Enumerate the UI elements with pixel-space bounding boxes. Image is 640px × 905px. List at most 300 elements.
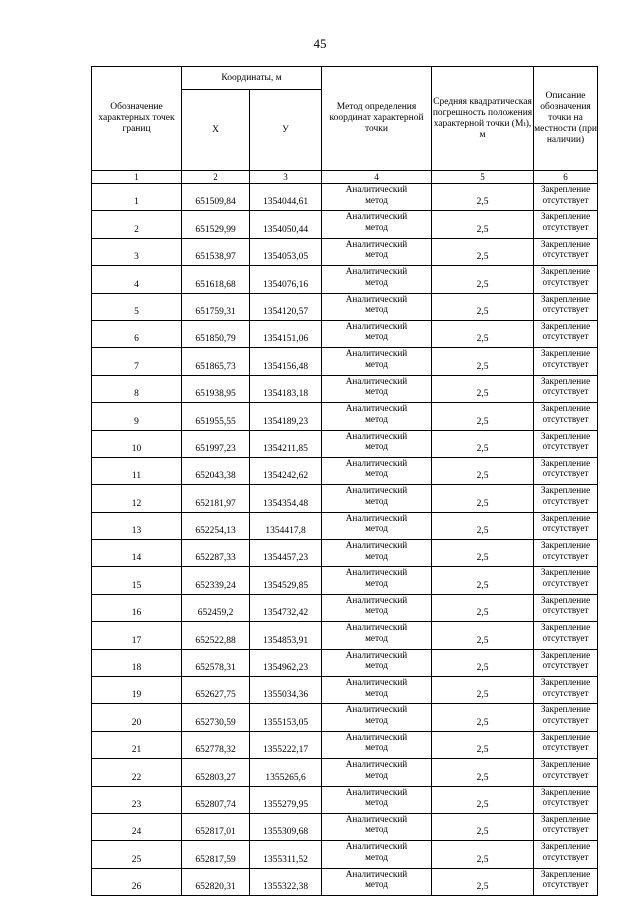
coordinate-x: 651865,73 — [182, 348, 250, 375]
point-number: 9 — [92, 403, 182, 430]
method-cell-line: Аналитический — [345, 594, 408, 605]
error-value: 2,5 — [432, 266, 534, 293]
description-cell-line: отсутствует — [542, 879, 589, 890]
coordinate-y: 1355265,6 — [250, 759, 322, 786]
description-cell-line: Закрепление — [540, 375, 591, 386]
method-cell-line: Аналитический — [345, 567, 408, 578]
point-number: 1 — [92, 184, 182, 211]
coordinate-x: 652817,59 — [182, 841, 250, 868]
description-cell — [534, 759, 598, 786]
header-description: Описание обозначения точки на местности (при наличии) — [534, 67, 598, 171]
description-cell-line: Закрепление — [540, 704, 591, 715]
description-cell — [534, 238, 598, 265]
table-row — [92, 677, 598, 704]
method-cell — [322, 375, 432, 402]
table-row — [92, 211, 598, 238]
description-cell-line: Закрепление — [540, 512, 591, 523]
method-cell-line: метод — [365, 331, 388, 342]
description-cell-line: Закрепление — [540, 540, 591, 551]
point-number: 15 — [92, 567, 182, 594]
method-cell-line: метод — [365, 221, 388, 232]
description-cell — [534, 868, 598, 895]
coordinate-x: 651938,95 — [182, 375, 250, 402]
description-cell — [534, 813, 598, 840]
method-cell — [322, 622, 432, 649]
description-cell — [534, 266, 598, 293]
coordinate-y: 1354076,16 — [250, 266, 322, 293]
method-cell — [322, 841, 432, 868]
method-cell — [322, 594, 432, 621]
description-cell-line: Закрепление — [540, 841, 591, 852]
header-error: Средняя квадратическая погрешность положения характерной точки (Mₜ), м — [432, 67, 534, 171]
point-number: 21 — [92, 731, 182, 758]
method-cell-line: Аналитический — [345, 759, 408, 770]
table-row — [92, 375, 598, 402]
coordinate-x: 652043,38 — [182, 457, 250, 484]
error-value: 2,5 — [432, 485, 534, 512]
description-cell — [534, 512, 598, 539]
column-number: 6 — [534, 171, 598, 184]
coordinate-y: 1354732,42 — [250, 594, 322, 621]
coordinate-x: 652339,24 — [182, 567, 250, 594]
description-cell-line: Закрепление — [540, 184, 591, 194]
method-cell-line: Аналитический — [345, 731, 408, 742]
coordinate-y: 1354050,44 — [250, 211, 322, 238]
coordinate-y: 1354151,06 — [250, 320, 322, 347]
point-number: 17 — [92, 622, 182, 649]
description-cell — [534, 293, 598, 320]
method-cell-line: Аналитический — [345, 430, 408, 441]
description-cell-line: Закрепление — [540, 622, 591, 633]
error-value: 2,5 — [432, 567, 534, 594]
description-cell-line: отсутствует — [542, 331, 589, 342]
method-cell-line: Аналитический — [345, 485, 408, 496]
description-cell — [534, 622, 598, 649]
table-row — [92, 649, 598, 676]
description-cell-line: Закрепление — [540, 211, 591, 222]
table-row — [92, 759, 598, 786]
page-number: 45 — [313, 36, 327, 51]
coordinate-x: 652803,27 — [182, 759, 250, 786]
table-row — [92, 485, 598, 512]
description-cell-line: отсутствует — [542, 441, 589, 452]
point-number: 3 — [92, 238, 182, 265]
error-value: 2,5 — [432, 868, 534, 895]
error-value: 2,5 — [432, 704, 534, 731]
method-cell-line: Аналитический — [345, 649, 408, 660]
description-cell-line: отсутствует — [542, 824, 589, 835]
description-cell-line: Закрепление — [540, 649, 591, 660]
method-cell-line: метод — [365, 441, 388, 452]
method-cell-line: Аналитический — [345, 348, 408, 359]
description-cell — [534, 211, 598, 238]
table-row — [92, 293, 598, 320]
description-cell — [534, 594, 598, 621]
description-cell — [534, 457, 598, 484]
method-cell — [322, 512, 432, 539]
description-cell-line: Закрепление — [540, 594, 591, 605]
description-cell — [534, 731, 598, 758]
coordinate-x: 651997,23 — [182, 430, 250, 457]
method-cell-line: метод — [365, 687, 388, 698]
method-cell — [322, 813, 432, 840]
description-cell-line: Закрепление — [540, 266, 591, 277]
description-cell-line: отсутствует — [542, 851, 589, 862]
coordinate-y: 1355311,52 — [250, 841, 322, 868]
error-value: 2,5 — [432, 348, 534, 375]
point-number: 23 — [92, 786, 182, 813]
point-number: 2 — [92, 211, 182, 238]
coordinate-x: 651955,55 — [182, 403, 250, 430]
description-cell-line: отсутствует — [542, 523, 589, 534]
coordinate-x: 652181,97 — [182, 485, 250, 512]
table-row — [92, 567, 598, 594]
error-value: 2,5 — [432, 293, 534, 320]
description-cell-line: отсутствует — [542, 276, 589, 287]
description-cell-line: отсутствует — [542, 687, 589, 698]
column-number: 2 — [182, 171, 250, 184]
description-cell-line: отсутствует — [542, 769, 589, 780]
description-cell — [534, 567, 598, 594]
method-cell-line: метод — [365, 304, 388, 315]
error-value: 2,5 — [432, 786, 534, 813]
coordinate-y: 1355309,68 — [250, 813, 322, 840]
coordinate-y: 1355153,05 — [250, 704, 322, 731]
coordinate-x: 652817,01 — [182, 813, 250, 840]
coordinate-x: 651529,99 — [182, 211, 250, 238]
method-cell — [322, 649, 432, 676]
method-cell — [322, 868, 432, 895]
coordinate-x: 652459,2 — [182, 594, 250, 621]
description-cell-line: отсутствует — [542, 660, 589, 671]
description-cell-line: Закрепление — [540, 403, 591, 414]
method-cell — [322, 211, 432, 238]
method-cell-line: Аналитический — [345, 841, 408, 852]
table-row — [92, 430, 598, 457]
error-value: 2,5 — [432, 813, 534, 840]
error-value: 2,5 — [432, 457, 534, 484]
coordinate-x: 651759,31 — [182, 293, 250, 320]
header-x: Х — [182, 90, 250, 171]
error-value: 2,5 — [432, 512, 534, 539]
method-cell — [322, 403, 432, 430]
method-cell-line: Аналитический — [345, 540, 408, 551]
coordinate-y: 1354189,23 — [250, 403, 322, 430]
coordinate-y: 1355034,36 — [250, 677, 322, 704]
method-cell-line: метод — [365, 879, 388, 890]
method-cell — [322, 238, 432, 265]
method-cell-line: Аналитический — [345, 375, 408, 386]
table-row — [92, 841, 598, 868]
column-number: 5 — [432, 171, 534, 184]
description-cell-line: отсутствует — [542, 495, 589, 506]
method-cell-line: метод — [365, 249, 388, 260]
coordinate-y: 1355222,17 — [250, 731, 322, 758]
method-cell-line: метод — [365, 468, 388, 479]
description-cell-line: Закрепление — [540, 457, 591, 468]
table-row — [92, 512, 598, 539]
method-cell-line: метод — [365, 769, 388, 780]
method-cell-line: метод — [365, 851, 388, 862]
table-row — [92, 403, 598, 430]
coordinate-y: 1354529,85 — [250, 567, 322, 594]
error-value: 2,5 — [432, 649, 534, 676]
coordinate-y: 1354962,23 — [250, 649, 322, 676]
method-cell-line: Аналитический — [345, 320, 408, 331]
description-cell — [534, 403, 598, 430]
coordinate-y: 1354053,05 — [250, 238, 322, 265]
error-value: 2,5 — [432, 403, 534, 430]
table-row — [92, 540, 598, 567]
method-cell-line: Аналитический — [345, 457, 408, 468]
description-cell — [534, 841, 598, 868]
method-cell — [322, 731, 432, 758]
error-value: 2,5 — [432, 320, 534, 347]
header-method: Метод определения координат характерной точки — [322, 67, 432, 171]
method-cell-line: метод — [365, 413, 388, 424]
method-cell-line: Аналитический — [345, 868, 408, 879]
description-cell-line: отсутствует — [542, 249, 589, 260]
method-cell-line: метод — [365, 495, 388, 506]
error-value: 2,5 — [432, 184, 534, 211]
table-body — [92, 184, 598, 896]
description-cell-line: отсутствует — [542, 797, 589, 808]
table-row — [92, 622, 598, 649]
coordinate-y: 1354853,91 — [250, 622, 322, 649]
description-cell-line: отсутствует — [542, 358, 589, 369]
table-row — [92, 320, 598, 347]
method-cell — [322, 485, 432, 512]
description-cell — [534, 375, 598, 402]
description-cell — [534, 485, 598, 512]
coordinate-x: 651850,79 — [182, 320, 250, 347]
method-cell — [322, 266, 432, 293]
coordinates-table — [91, 66, 598, 896]
method-cell-line: метод — [365, 523, 388, 534]
point-number: 8 — [92, 375, 182, 402]
method-cell — [322, 348, 432, 375]
coordinate-y: 1354457,23 — [250, 540, 322, 567]
table-row — [92, 731, 598, 758]
coordinate-y: 1354354,48 — [250, 485, 322, 512]
header-point-label: Обозначение характерных точек границ — [92, 67, 182, 171]
description-cell-line: Закрепление — [540, 430, 591, 441]
method-cell — [322, 786, 432, 813]
description-cell-line: Закрепление — [540, 677, 591, 688]
description-cell-line: отсутствует — [542, 194, 589, 205]
point-number: 26 — [92, 868, 182, 895]
description-cell-line: отсутствует — [542, 413, 589, 424]
coordinate-y: 1354417,8 — [250, 512, 322, 539]
description-cell — [534, 540, 598, 567]
coordinate-x: 652778,32 — [182, 731, 250, 758]
point-number: 19 — [92, 677, 182, 704]
method-cell-line: Аналитический — [345, 622, 408, 633]
coordinate-y: 1354211,85 — [250, 430, 322, 457]
description-cell-line: Закрепление — [540, 567, 591, 578]
method-cell-line: Аналитический — [345, 677, 408, 688]
method-cell-line: метод — [365, 358, 388, 369]
method-cell-line: метод — [365, 797, 388, 808]
coordinate-y: 1354156,48 — [250, 348, 322, 375]
table-row — [92, 238, 598, 265]
coordinate-x: 652254,13 — [182, 512, 250, 539]
table-row — [92, 594, 598, 621]
method-cell-line: Аналитический — [345, 266, 408, 277]
method-cell-line: Аналитический — [345, 184, 408, 194]
point-number: 14 — [92, 540, 182, 567]
coordinate-y: 1354183,18 — [250, 375, 322, 402]
method-cell — [322, 759, 432, 786]
description-cell-line: отсутствует — [542, 742, 589, 753]
error-value: 2,5 — [432, 677, 534, 704]
method-cell-line: Аналитический — [345, 704, 408, 715]
description-cell — [534, 786, 598, 813]
column-number: 4 — [322, 171, 432, 184]
point-number: 22 — [92, 759, 182, 786]
coordinate-x: 652627,75 — [182, 677, 250, 704]
error-value: 2,5 — [432, 594, 534, 621]
column-number: 3 — [250, 171, 322, 184]
point-number: 6 — [92, 320, 182, 347]
description-cell-line: отсутствует — [542, 550, 589, 561]
table-row — [92, 184, 598, 211]
point-number: 4 — [92, 266, 182, 293]
method-cell-line: метод — [365, 605, 388, 616]
column-number: 1 — [92, 171, 182, 184]
header-coordinates: Координаты, м — [182, 67, 322, 90]
description-cell — [534, 430, 598, 457]
error-value: 2,5 — [432, 375, 534, 402]
error-value: 2,5 — [432, 731, 534, 758]
description-cell-line: Закрепление — [540, 759, 591, 770]
method-cell-line: метод — [365, 194, 388, 205]
table-row — [92, 868, 598, 895]
method-cell — [322, 704, 432, 731]
description-cell-line: Закрепление — [540, 348, 591, 359]
description-cell-line: отсутствует — [542, 304, 589, 315]
method-cell-line: метод — [365, 577, 388, 588]
description-cell-line: Закрепление — [540, 238, 591, 249]
coordinate-y: 1355279,95 — [250, 786, 322, 813]
description-cell-line: Закрепление — [540, 320, 591, 331]
description-cell-line: Закрепление — [540, 868, 591, 879]
description-cell-line: отсутствует — [542, 468, 589, 479]
description-cell — [534, 704, 598, 731]
point-number: 18 — [92, 649, 182, 676]
point-number: 7 — [92, 348, 182, 375]
method-cell — [322, 457, 432, 484]
method-cell-line: Аналитический — [345, 813, 408, 824]
coordinate-x: 652287,33 — [182, 540, 250, 567]
description-cell — [534, 184, 598, 211]
coordinate-x: 652578,31 — [182, 649, 250, 676]
table-row — [92, 704, 598, 731]
error-value: 2,5 — [432, 430, 534, 457]
table-row — [92, 457, 598, 484]
coordinate-y: 1354044,61 — [250, 184, 322, 211]
method-cell-line: Аналитический — [345, 403, 408, 414]
method-cell-line: метод — [365, 824, 388, 835]
point-number: 10 — [92, 430, 182, 457]
coordinate-x: 651618,68 — [182, 266, 250, 293]
method-cell-line: метод — [365, 276, 388, 287]
coordinate-x: 652522,88 — [182, 622, 250, 649]
table-row — [92, 266, 598, 293]
description-cell-line: отсутствует — [542, 632, 589, 643]
description-cell-line: Закрепление — [540, 731, 591, 742]
point-number: 16 — [92, 594, 182, 621]
coordinate-x: 652730,59 — [182, 704, 250, 731]
error-value: 2,5 — [432, 622, 534, 649]
coordinate-y: 1354242,62 — [250, 457, 322, 484]
point-number: 5 — [92, 293, 182, 320]
coordinate-y: 1354120,57 — [250, 293, 322, 320]
description-cell-line: отсутствует — [542, 605, 589, 616]
method-cell-line: Аналитический — [345, 786, 408, 797]
description-cell-line: Закрепление — [540, 813, 591, 824]
description-cell-line: Закрепление — [540, 485, 591, 496]
coordinate-x: 652820,31 — [182, 868, 250, 895]
method-cell-line: Аналитический — [345, 211, 408, 222]
point-number: 24 — [92, 813, 182, 840]
method-cell — [322, 677, 432, 704]
method-cell-line: метод — [365, 660, 388, 671]
description-cell — [534, 348, 598, 375]
method-cell-line: метод — [365, 714, 388, 725]
method-cell — [322, 293, 432, 320]
description-cell-line: Закрепление — [540, 786, 591, 797]
coordinate-y: 1355322,38 — [250, 868, 322, 895]
error-value: 2,5 — [432, 211, 534, 238]
method-cell — [322, 320, 432, 347]
method-cell — [322, 540, 432, 567]
method-cell-line: Аналитический — [345, 293, 408, 304]
method-cell — [322, 184, 432, 211]
method-cell-line: метод — [365, 632, 388, 643]
description-cell-line: отсутствует — [542, 714, 589, 725]
error-value: 2,5 — [432, 540, 534, 567]
table-row — [92, 813, 598, 840]
point-number: 25 — [92, 841, 182, 868]
method-cell-line: метод — [365, 386, 388, 397]
point-number: 11 — [92, 457, 182, 484]
description-cell-line: Закрепление — [540, 293, 591, 304]
method-cell — [322, 567, 432, 594]
description-cell — [534, 677, 598, 704]
method-cell-line: Аналитический — [345, 238, 408, 249]
coordinate-x: 651538,97 — [182, 238, 250, 265]
method-cell-line: Аналитический — [345, 512, 408, 523]
table-row — [92, 786, 598, 813]
method-cell — [322, 430, 432, 457]
description-cell-line: отсутствует — [542, 221, 589, 232]
point-number: 20 — [92, 704, 182, 731]
coordinate-x: 651509,84 — [182, 184, 250, 211]
description-cell-line: отсутствует — [542, 577, 589, 588]
method-cell-line: метод — [365, 742, 388, 753]
header-y: У — [250, 90, 322, 171]
error-value: 2,5 — [432, 841, 534, 868]
point-number: 13 — [92, 512, 182, 539]
description-cell — [534, 320, 598, 347]
error-value: 2,5 — [432, 238, 534, 265]
coordinate-x: 652807,74 — [182, 786, 250, 813]
error-value: 2,5 — [432, 759, 534, 786]
method-cell-line: метод — [365, 550, 388, 561]
point-number: 12 — [92, 485, 182, 512]
description-cell — [534, 649, 598, 676]
